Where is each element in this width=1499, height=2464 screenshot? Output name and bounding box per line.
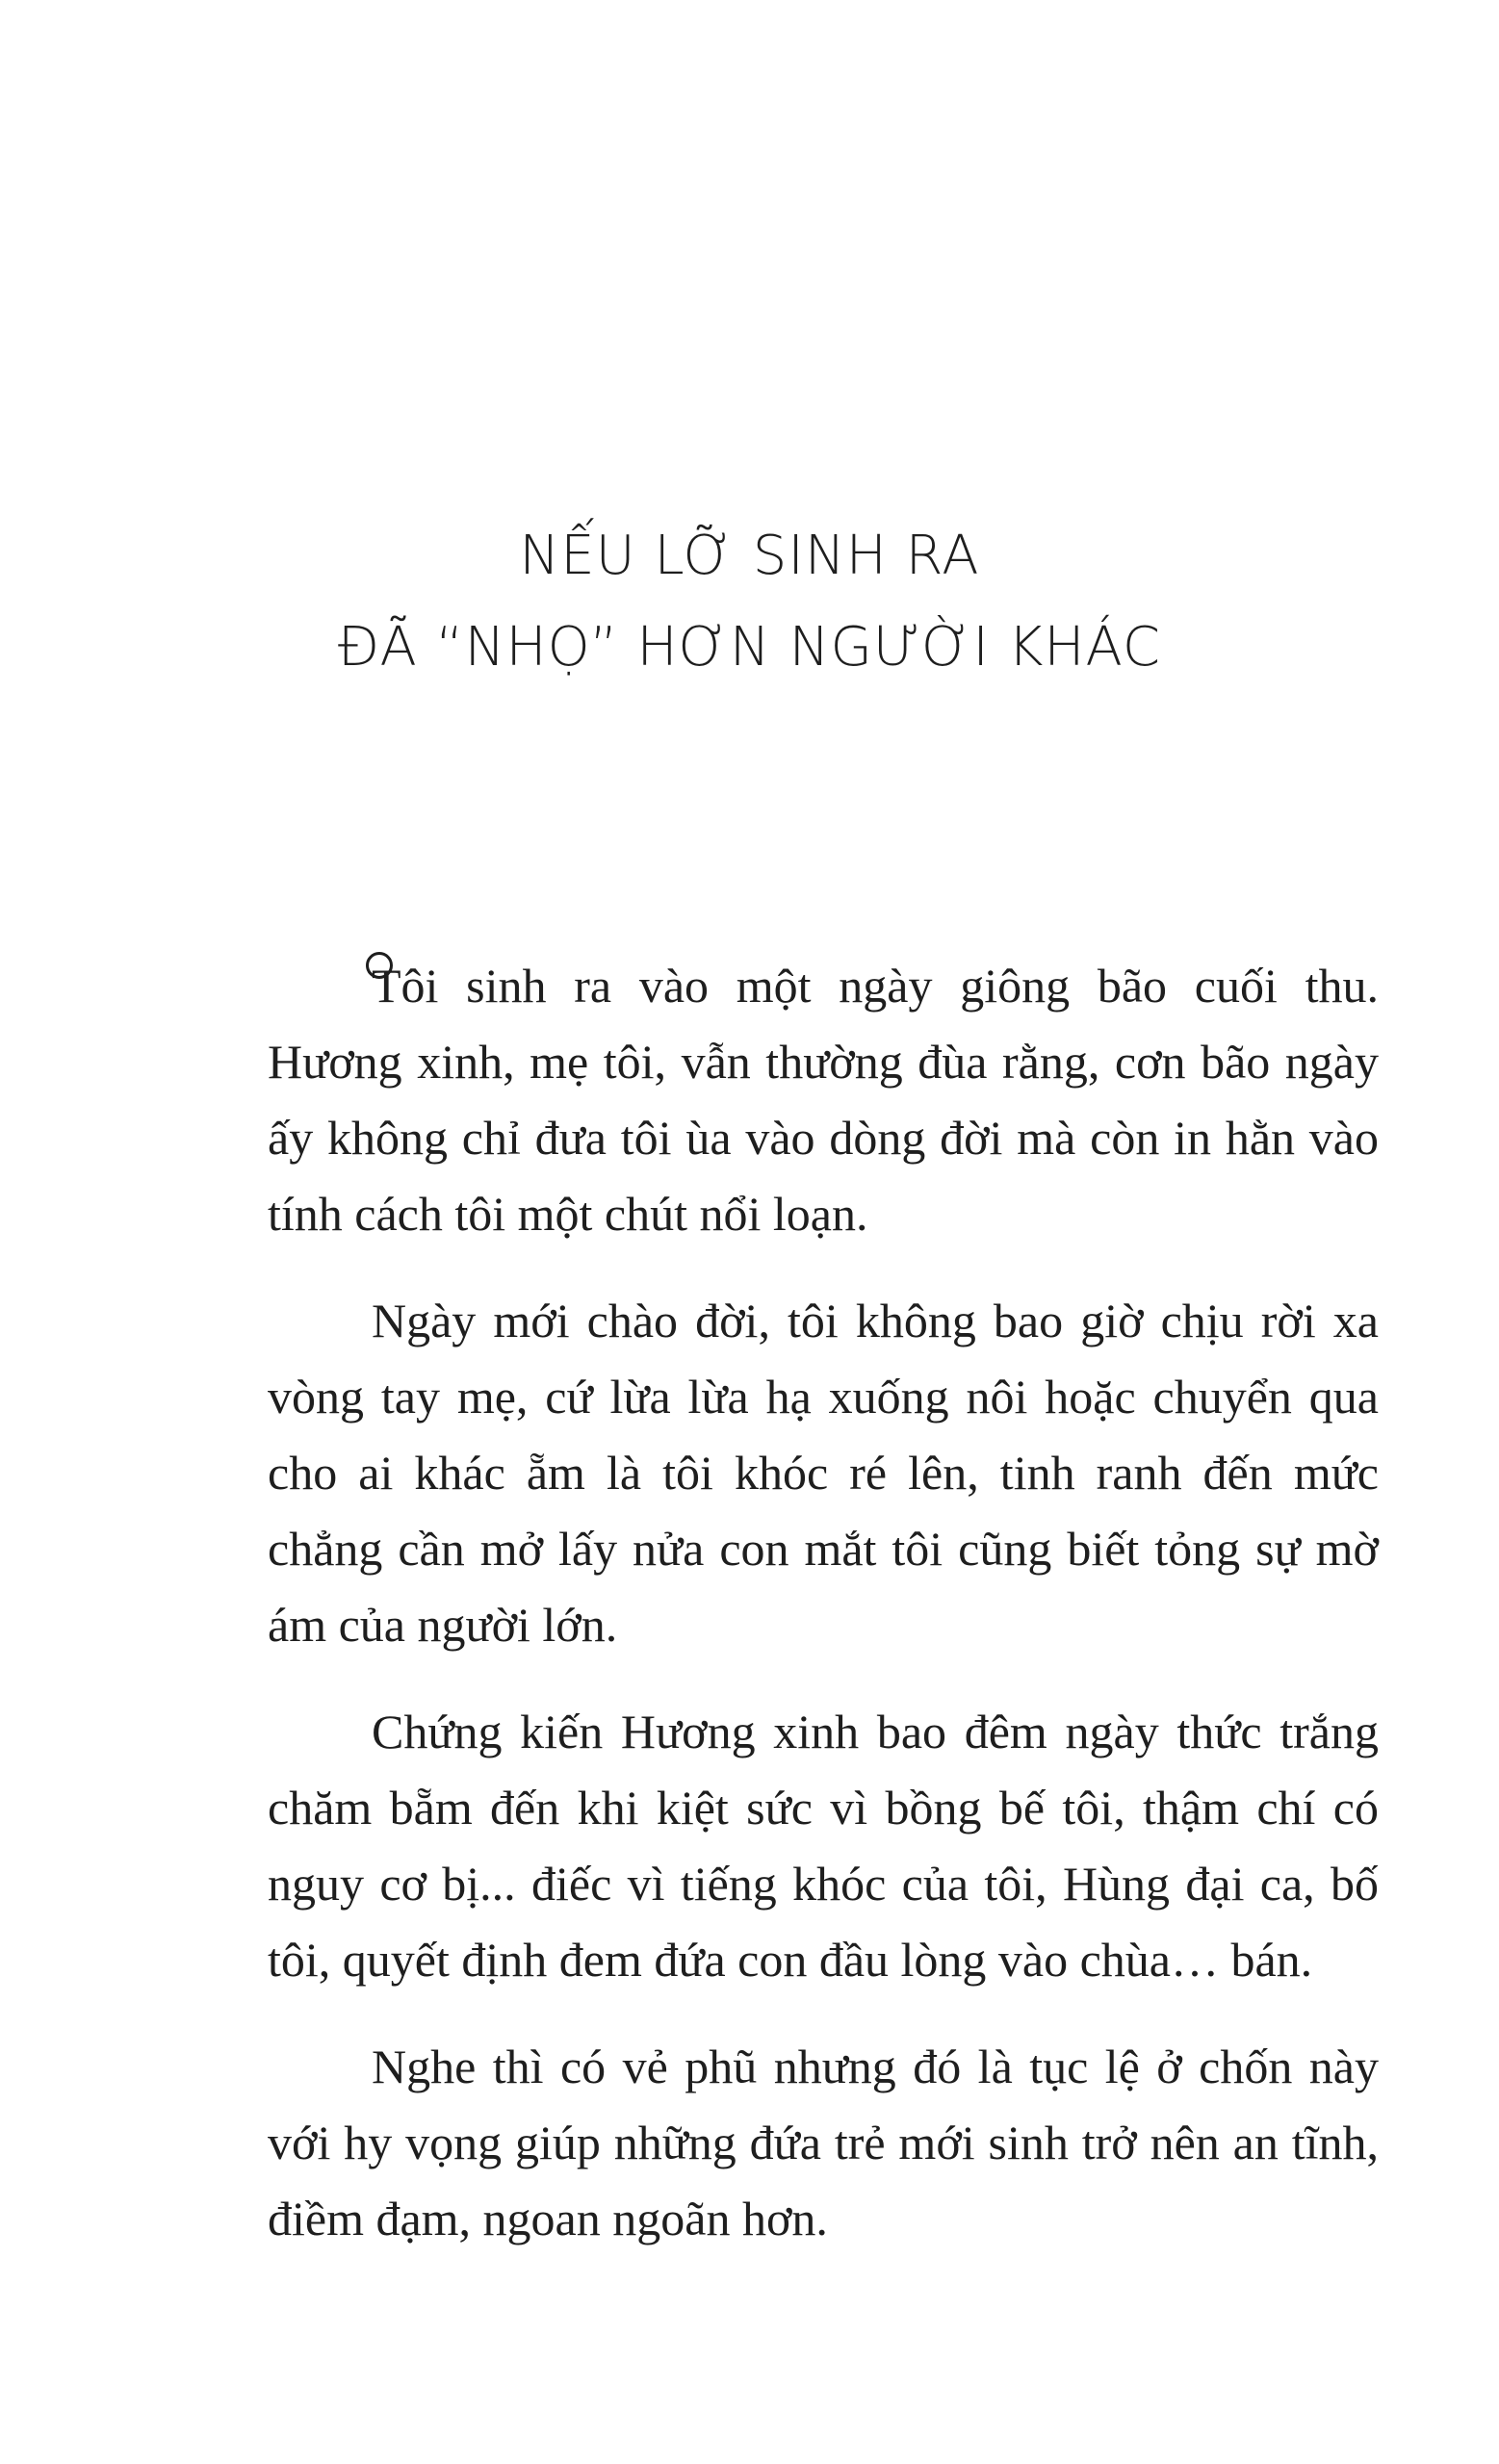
paragraph-4: Nghe thì có vẻ phũ nhưng đó là tục lệ ở chốn này với hy vọng giúp những đứa trẻ mới sinh trở nên an tĩnh, điềm đạm, ngoan ngoãn hơn. [268,2040,1379,2246]
chapter-title-line-2: ĐÃ “NHỌ” HƠN NGƯỜI KHÁC [338,616,1161,679]
chapter-title-line-1: NẾU LỠ SINH RA [519,525,980,587]
paragraph-2: Ngày mới chào đời, tôi không bao giờ chịu rời xa vòng tay mẹ, cứ lừa lừa hạ xuống nôi hoặc chuyển qua cho ai khác ẵm là tôi khóc ré lên, tinh ranh đến mức chẳng cần mở lấy nửa con mắt tôi cũng biết tỏng sự mờ ám của người lớn. [268,1294,1379,1652]
paragraph-1 [268,948,1379,1252]
paragraph-1-text: Tôi sinh ra vào một ngày giông bão cuối thu. Hương xinh, mẹ tôi, vẫn thường đùa rằng, cơn bão ngày ấy không chỉ đưa tôi ùa vào dòng đời mà còn in hằn vào tính cách tôi một chút nổi loạn. [268,959,1379,1241]
paragraph-3: Chứng kiến Hương xinh bao đêm ngày thức trắng chăm bẵm đến khi kiệt sức vì bồng bế tôi, thậm chí có nguy cơ bị... điếc vì tiếng khóc của tôi, Hùng đại ca, bố tôi, quyết định đem đứa con đầu lòng vào chùa… bán. [268,1705,1379,1987]
chapter-body [268,948,1379,2288]
faint-watermark-decoration [144,760,1357,895]
